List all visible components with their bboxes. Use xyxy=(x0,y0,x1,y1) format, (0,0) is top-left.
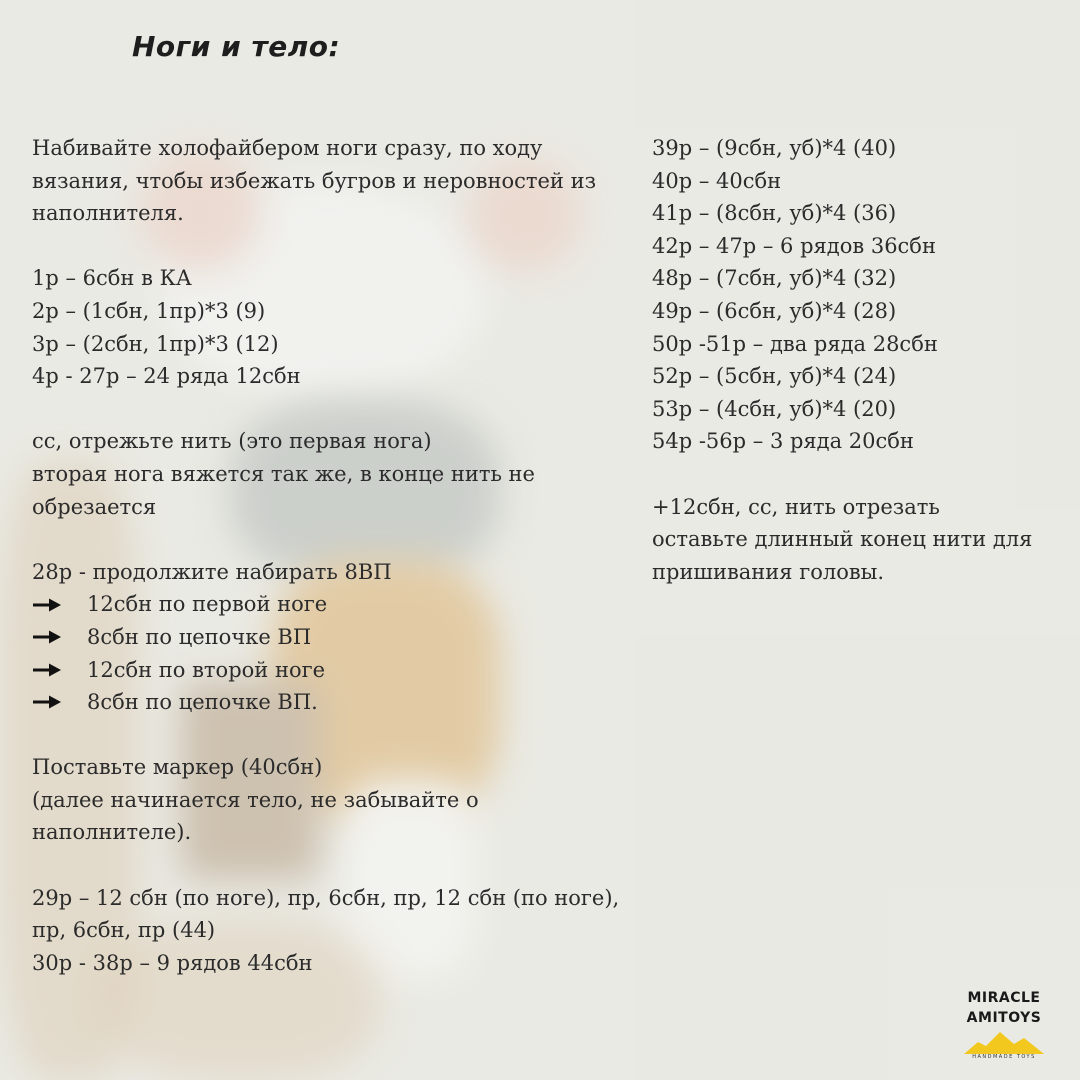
right-text-line: 39р – (9сбн, уб)*4 (40) xyxy=(652,136,897,160)
spacer xyxy=(32,393,642,426)
left-text-line: сс, отрежьте нить (это первая нога) xyxy=(32,429,432,454)
left-column xyxy=(32,132,642,979)
left-text-line: наполнителе). xyxy=(32,820,192,845)
brand-logo xyxy=(948,988,1060,1072)
left-text-line: вторая нога вяжется так же, в конце нить не xyxy=(32,461,535,486)
spacer xyxy=(32,849,642,882)
arrow-item-text: 12сбн по второй ноге xyxy=(87,657,326,682)
right-text-line: 53р – (4сбн, уб)*4 (20) xyxy=(652,396,897,421)
right-text-line: 41р – (8сбн, уб)*4 (36) xyxy=(652,201,897,226)
logo-line2: AMITOYS xyxy=(966,1010,1042,1026)
spacer xyxy=(652,458,1072,491)
right-text-line: 40р – 40сбн xyxy=(652,168,782,193)
right-text-line: 48р – (7сбн, уб)*4 (32) xyxy=(652,266,897,291)
right-text-line: +12сбн, сс, нить отрезать xyxy=(652,494,940,519)
left-text-line: 2р – (1сбн, 1пр)*3 (9) xyxy=(32,298,266,323)
arrow-list-item xyxy=(32,686,642,719)
right-arrow-icon xyxy=(32,694,62,710)
left-text-line: 4р - 27р – 24 ряда 12сбн xyxy=(32,364,301,389)
spacer xyxy=(32,719,642,752)
page-title: Ноги и тело: xyxy=(132,30,341,63)
arrow-list-item xyxy=(32,621,642,654)
right-text-line: 49р – (6сбн, уб)*4 (28) xyxy=(652,298,897,323)
left-text-line: Набивайте холофайбером ноги сразу, по ходу xyxy=(32,136,543,160)
right-text-line: пришивания головы. xyxy=(652,559,885,584)
left-text-line: пр, 6сбн, пр (44) xyxy=(32,918,216,943)
spacer xyxy=(32,523,642,556)
right-arrow-icon xyxy=(32,662,62,678)
right-text-line: 54р -56р – 3 ряда 20сбн xyxy=(652,429,914,454)
arrow-item-text: 12сбн по первой ноге xyxy=(87,592,328,617)
arrow-item-text: 8сбн по цепочке ВП xyxy=(87,624,312,649)
left-text-line: 30р - 38р – 9 рядов 44сбн xyxy=(32,950,313,975)
right-text-line: 52р – (5сбн, уб)*4 (24) xyxy=(652,364,897,389)
right-text-line: 42р – 47р – 6 рядов 36сбн xyxy=(652,233,936,258)
left-text-line: (далее начинается тело, не забывайте о xyxy=(32,787,479,812)
right-text-line: оставьте длинный конец нити для xyxy=(652,527,1033,552)
mountain-icon xyxy=(964,1028,1044,1054)
arrow-list-item xyxy=(32,588,642,621)
logo-tagline: HANDMADE TOYS xyxy=(972,1054,1036,1060)
left-text-line: 29р – 12 сбн (по ноге), пр, 6сбн, пр, 12 сбн (по ноге), xyxy=(32,885,620,910)
left-text-line: вязания, чтобы избежать бугров и неровностей из xyxy=(32,168,597,193)
left-text-line: 28р - продолжите набирать 8ВП xyxy=(32,559,392,584)
left-text-line: 3р – (2сбн, 1пр)*3 (12) xyxy=(32,331,279,356)
arrow-item-text: 8сбн по цепочке ВП. xyxy=(87,690,318,715)
logo-line1: MIRACLE xyxy=(967,990,1041,1006)
right-arrow-icon xyxy=(32,597,62,613)
arrow-list-item xyxy=(32,654,642,687)
left-text-line: обрезается xyxy=(32,494,157,519)
arrow-list xyxy=(32,588,642,718)
left-text-line: наполнителя. xyxy=(32,201,184,226)
left-text-line: Поставьте маркер (40сбн) xyxy=(32,755,323,780)
spacer xyxy=(32,230,642,263)
right-column xyxy=(652,132,1072,588)
right-text-line: 50р -51р – два ряда 28сбн xyxy=(652,331,938,356)
left-text-line: 1р – 6сбн в КА xyxy=(32,266,192,291)
right-arrow-icon xyxy=(32,629,62,645)
